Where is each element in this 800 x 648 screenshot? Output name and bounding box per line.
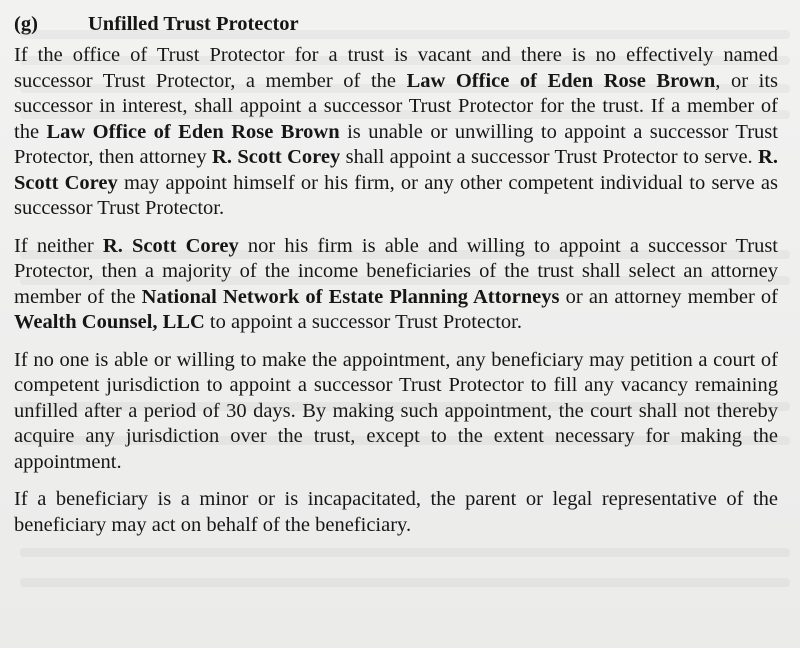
paragraph bbox=[14, 487, 778, 538]
text-run: shall appoint a successor Trust Protector to serve. bbox=[340, 146, 759, 168]
text-run: If the office of Trust Protector for a trust is vacant and there is no effectively named successor Trust Protector, a member of the bbox=[14, 44, 778, 92]
text-run: , or its successor in interest, shall appoint a successor Trust Protector for the trust. If a member of the bbox=[14, 69, 778, 143]
text-run: If a beneficiary is a minor or is incapacitated, the parent or legal representative of the beneficiary may act on behalf of the beneficiary. bbox=[14, 488, 778, 536]
bold-text-run: Law Office of Eden Rose Brown bbox=[406, 69, 716, 92]
bold-text-run: Wealth Counsel, LLC bbox=[14, 311, 205, 333]
text-run: If no one is able or willing to make the appointment, any beneficiary may petition a court of competent jurisdiction to appoint a successor Trust Protector to fill any vacancy remaining unfilled after a period of 30 days. By making such appointment, the court shall not thereby acquire any jurisdiction over the trust, except to the extent necessary for making the appointment. bbox=[14, 348, 778, 473]
text-run: or an attorney member of bbox=[559, 285, 778, 308]
section-number: (g) bbox=[14, 13, 38, 35]
paragraph bbox=[14, 43, 778, 222]
text-run: to appoint a successor Trust Protector. bbox=[204, 311, 522, 333]
section-title: Unfilled Trust Protector bbox=[88, 13, 299, 35]
paragraph bbox=[14, 348, 778, 476]
bold-text-run: National Network of Estate Planning Attorneys bbox=[141, 285, 560, 308]
text-run: is unable or unwilling to appoint a successor Trust Protector, then attorney bbox=[14, 120, 778, 168]
paragraph bbox=[14, 234, 778, 336]
bold-text-run: Law Office of Eden Rose Brown bbox=[46, 120, 340, 143]
bold-text-run: R. Scott Corey bbox=[14, 146, 778, 194]
text-run: If neither bbox=[14, 234, 103, 257]
text-run: nor his firm is able and willing to appoint a successor Trust Protector, then a majority of the income beneficiaries of the trust shall select an attorney member of the bbox=[14, 234, 778, 308]
section-heading bbox=[14, 12, 778, 37]
bold-text-run: R. Scott Corey bbox=[102, 234, 239, 257]
text-run: may appoint himself or his firm, or any other competent individual to serve as successor Trust Protector. bbox=[14, 171, 778, 219]
bold-text-run: R. Scott Corey bbox=[212, 146, 341, 168]
